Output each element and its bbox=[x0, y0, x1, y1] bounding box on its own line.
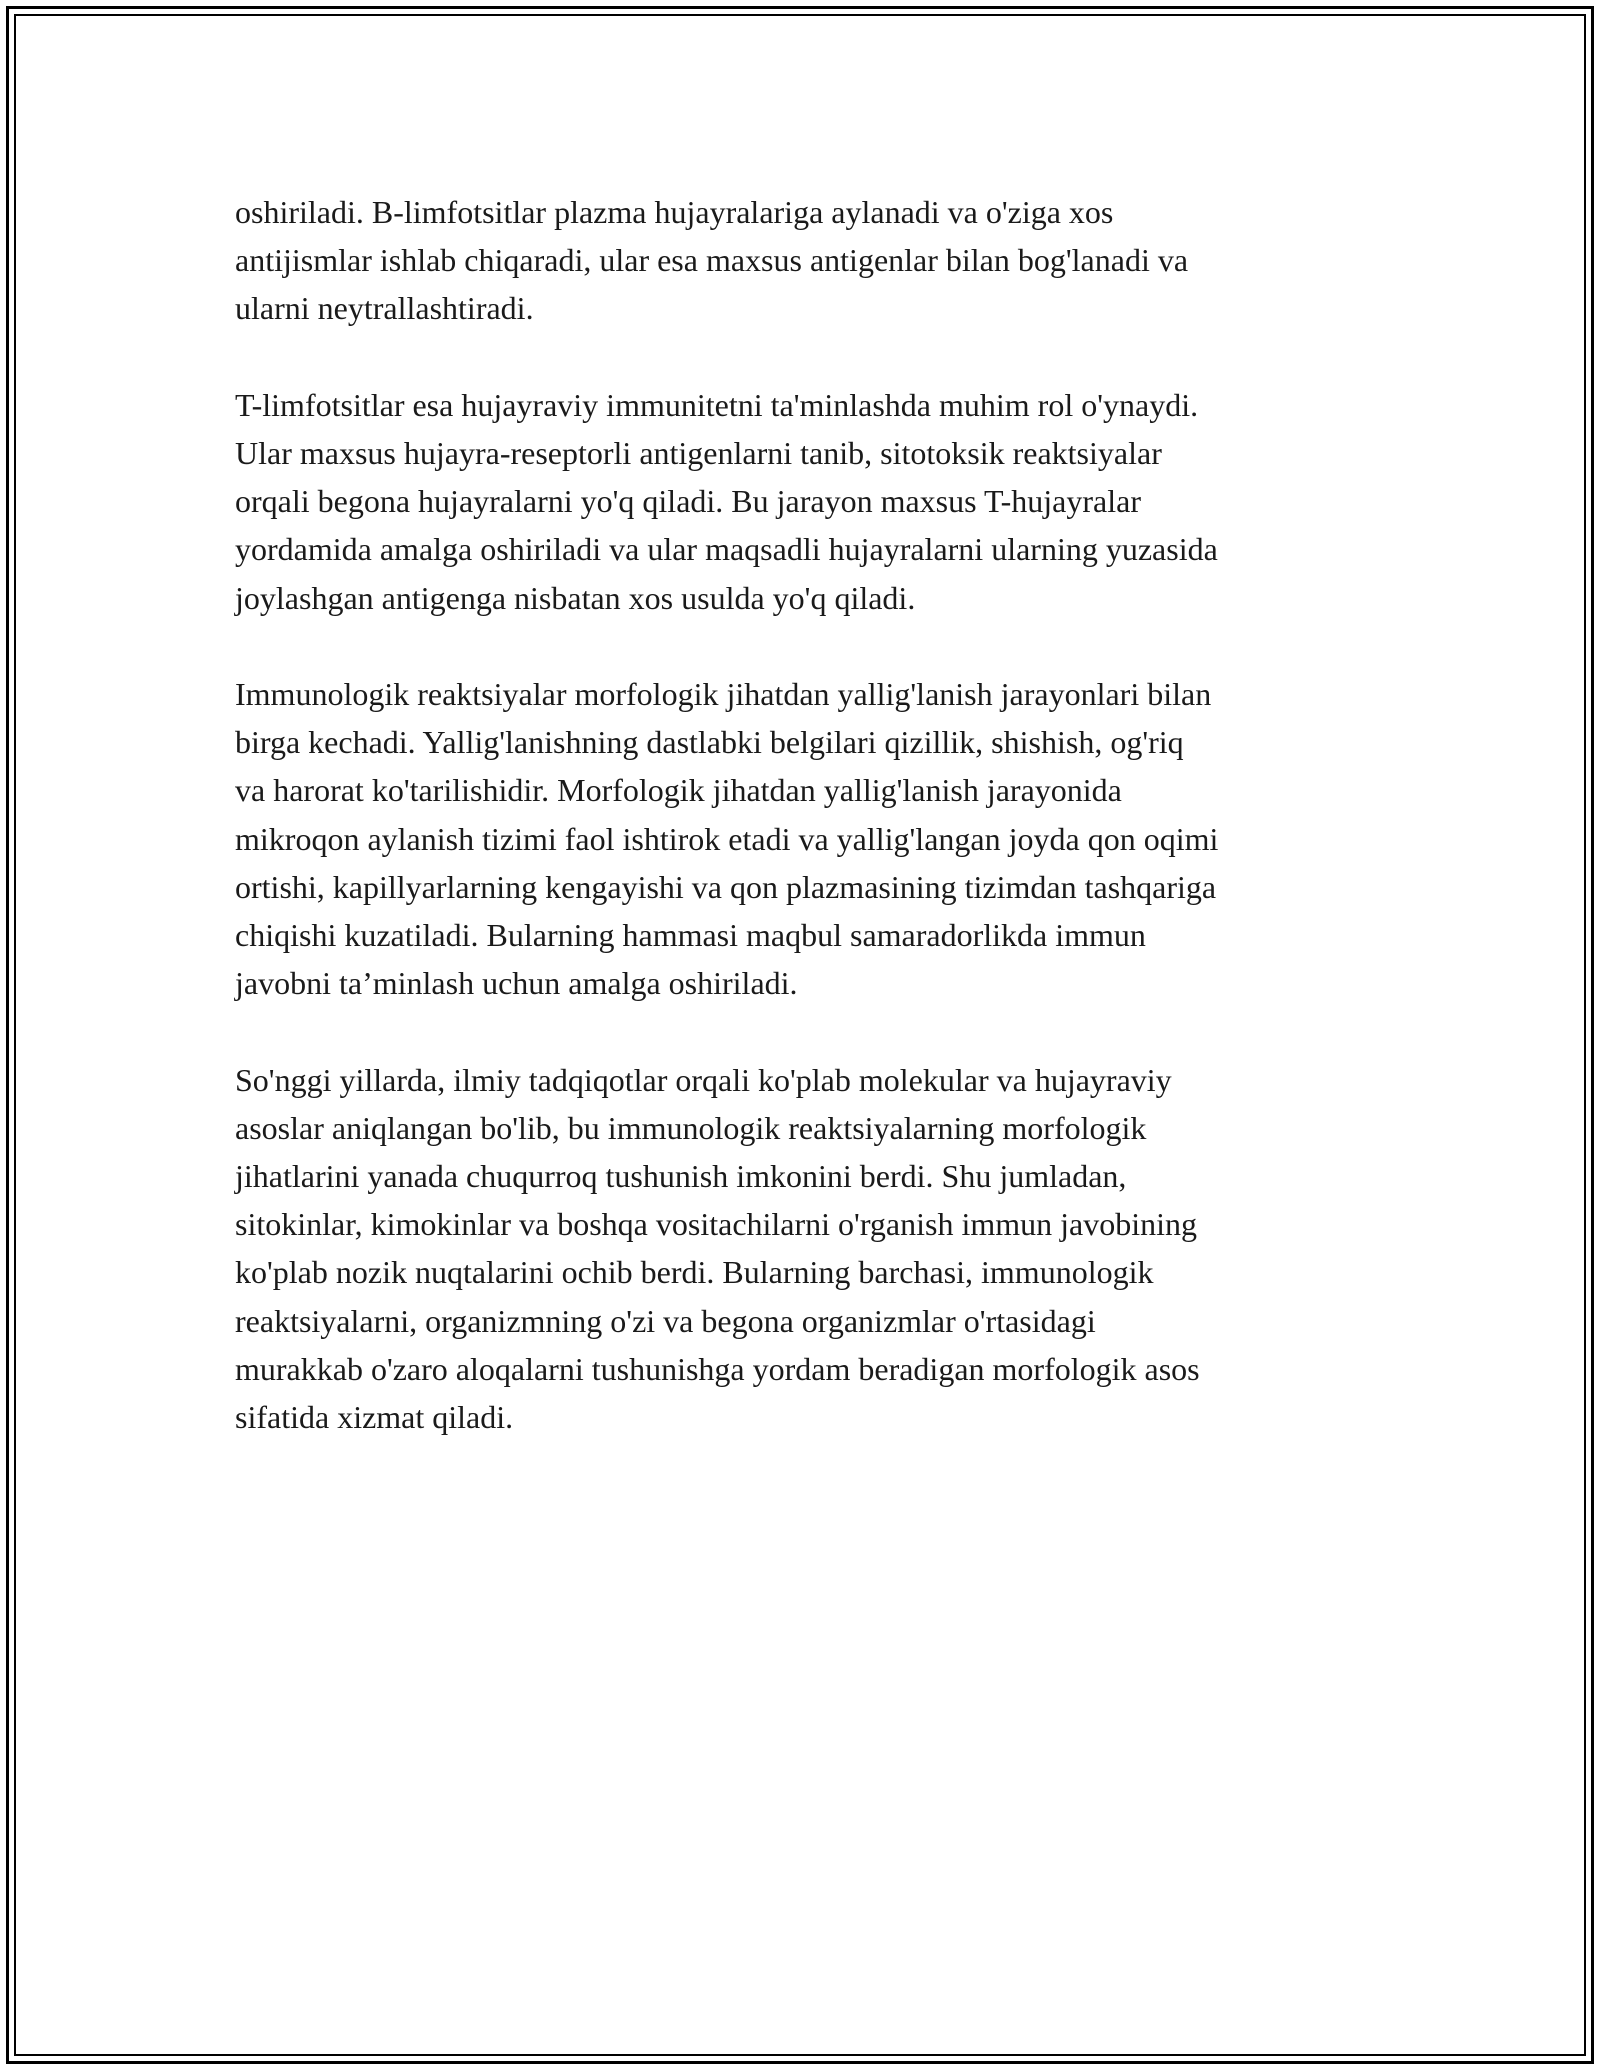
paragraph-t-lymphocytes: T-limfotsitlar esa hujayraviy immunitetni ta'minlashda muhim rol o'ynaydi. Ular maxsus hujayra-reseptorli antigenlarni tanib, sitotoksik reaktsiyalar orqali begona hujayralarni yo'q qiladi. Bu jarayon maxsus T-hujayralar yordamida amalga oshiriladi va ular maqsadli hujayralarni ularning yuzasida joylashgan antigenga nisbatan xos usulda yo'q qiladi. bbox=[235, 386, 1218, 616]
document-body bbox=[235, 188, 1375, 1489]
paragraph-b-lymphocytes: oshiriladi. B-limfotsitlar plazma hujayralariga aylanadi va o'ziga xos antijismlar ishlab chiqaradi, ular esa maxsus antigenlar bilan bog'lanadi va ularni neytrallashtiradi. bbox=[235, 194, 1189, 327]
paragraph-recent-research: So'nggi yillarda, ilmiy tadqiqotlar orqali ko'plab molekular va hujayraviy asoslar aniqlangan bo'lib, bu immunologik reaktsiyalarning morfologik jihatlarini yanada chuqurroq tushunish imkonini berdi. Shu jumladan, sitokinlar, kimokinlar va boshqa vositachilarni o'rganish immun javobining ko'plab nozik nuqtalarini ochib berdi. Bularning barchasi, immunologik reaktsiyalarni, organizmning o'zi va begona organizmlar o'rtasidagi murakkab o'zaro aloqalarni tushunishga yordam beradigan morfologik asos sifatida xizmat qiladi. bbox=[235, 1061, 1200, 1436]
paragraph-inflammation: Immunologik reaktsiyalar morfologik jihatdan yallig'lanish jarayonlari bilan birga kechadi. Yallig'lanishning dastlabki belgilari qizillik, shishish, og'riq va harorat ko'tarilishidir. Morfologik jihatdan yallig'lanish jarayonida mikroqon aylanish tizimi faol ishtirok etadi va yallig'langan joyda qon oqimi ortishi, kapillyarlarning kengayishi va qon plazmasining tizimdan tashqariga chiqishi kuzatiladi. Bularning hammasi maqbul samaradorlikda immun javobni ta’minlash uchun amalga oshiriladi. bbox=[235, 676, 1219, 1002]
